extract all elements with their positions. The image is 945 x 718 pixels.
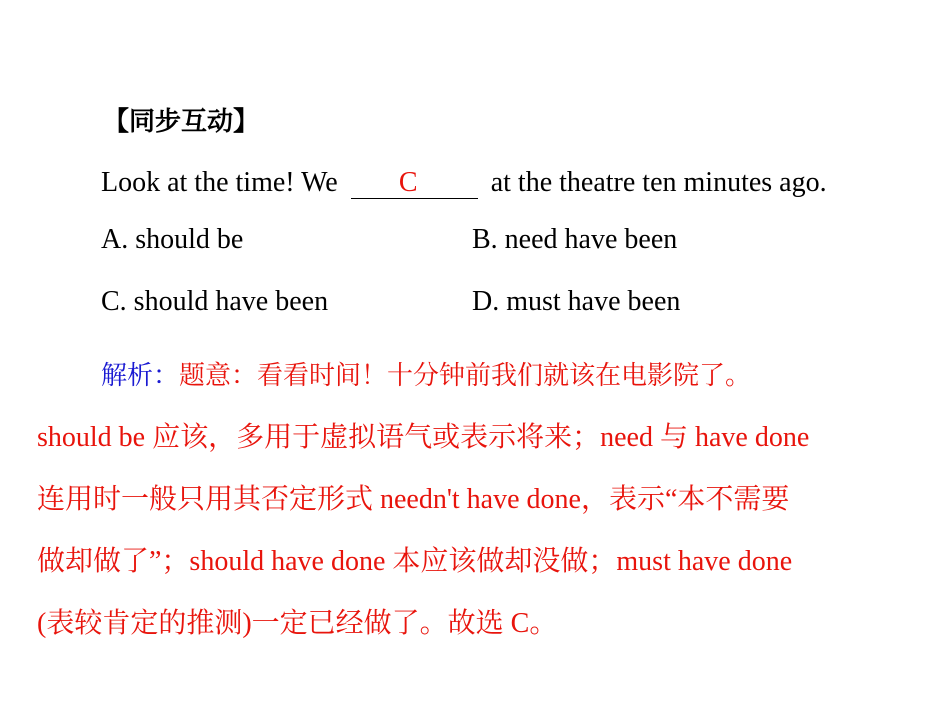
option-a: A. should be bbox=[101, 224, 244, 255]
question-sentence bbox=[101, 165, 827, 201]
answer-blank bbox=[351, 168, 478, 199]
option-d: D. must have been bbox=[472, 286, 681, 317]
analysis-block bbox=[37, 345, 922, 655]
analysis-line-2: should be 应该，多用于虚拟语气或表示将来；need 与 have done bbox=[37, 422, 810, 453]
analysis-line-1 bbox=[37, 345, 922, 407]
option-c: C. should have been bbox=[101, 286, 329, 317]
question-text-after: at the theatre ten minutes ago. bbox=[490, 167, 827, 198]
analysis-meaning: 题意：看看时间！十分钟前我们就该在电影院了。 bbox=[179, 361, 752, 391]
question-text-before: Look at the time! We bbox=[101, 167, 338, 198]
analysis-label: 解析： bbox=[101, 361, 180, 391]
analysis-line-5: (表较肯定的推测)一定已经做了。故选 C。 bbox=[37, 608, 558, 639]
analysis-line-4: 做却做了”；should have done 本应该做却没做；must have done bbox=[37, 546, 793, 577]
answer-letter: C bbox=[398, 167, 418, 198]
section-heading: 【同步互动】 bbox=[103, 107, 260, 137]
analysis-line-3: 连用时一般只用其否定形式 needn't have done，表示“本不需要 bbox=[37, 484, 790, 515]
option-b: B. need have been bbox=[472, 224, 678, 255]
